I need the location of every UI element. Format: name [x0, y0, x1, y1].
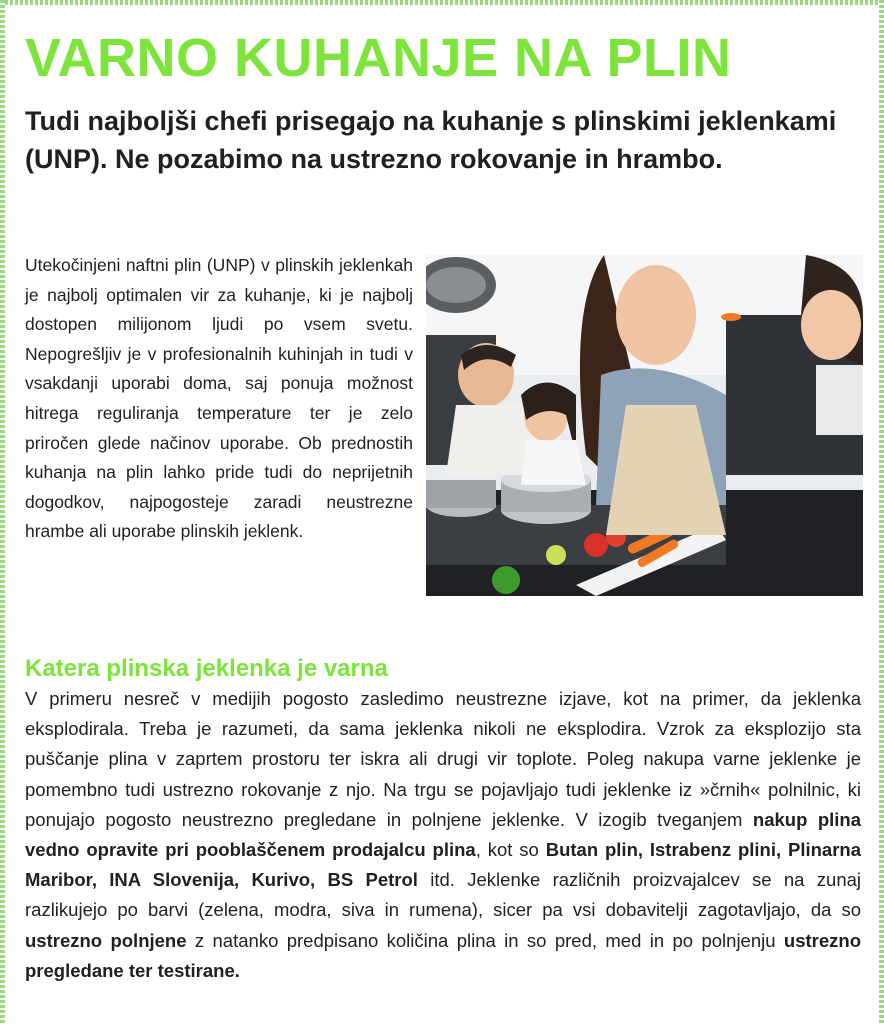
body-text-segment: itd. Jeklenke različnih proizvajalcev se na zunaj razlikujejo po barvi (zelena, modra, siva in rumena), sicer pa vsi dobavitelji zagotavljajo, da so	[25, 869, 862, 921]
body-text-segment: , kot so	[475, 839, 546, 861]
top-border	[0, 0, 884, 5]
body-bold-segment: ustrezno polnjene	[25, 929, 187, 951]
lead-paragraph: Tudi najboljši chefi prisegajo na kuhanje s plinskimi jeklenkami (UNP). Ne pozabimo na ustrezno rokovanje in hrambo.	[25, 106, 837, 174]
left-border	[0, 0, 5, 1024]
family-cooking-photo	[426, 255, 863, 596]
section-heading: Katera plinska jeklenka je varna	[25, 655, 388, 682]
section-body	[25, 684, 861, 986]
body-text-segment: V primeru nesreč v medijih pogosto zasledimo neustrezne izjave, kot na primer, da jeklenka eksplodirala. Treba je razumeti, da sama jeklenka nikoli ne eksplodira. Vzrok za eksplozijo sta puščanje plina v zaprtem prostoru ter iskra ali drugi vir toplote. Poleg nakupa varne jeklenke je pomembno tudi ustrezno rokovanje z njo. Na trgu se pojavljajo tudi jeklenke iz »črnih« polnilnic, ki ponujajo pogosto neustrezno pregledane in polnjene jeklenke. V izogib tveganjem	[25, 688, 861, 830]
body-text-segment: z natanko predpisano količina plina in so pred, med in po polnjenju	[186, 929, 784, 951]
right-border	[879, 0, 884, 1024]
body-bold-segment: ustrezno pregledane ter testirane.	[25, 929, 861, 981]
page-title: VARNO KUHANJE NA PLIN	[25, 28, 732, 88]
body-bold-segment: nakup plina vedno opravite pri pooblaščenem prodajalcu plina	[25, 808, 861, 861]
body-bold-segment: Butan plin, Istrabenz plini, Plinarna Maribor, INA Slovenija, Kurivo, BS Petrol	[25, 839, 862, 891]
intro-paragraph: Utekočinjeni naftni plin (UNP) v plinskih jeklenkah je najbolj optimalen vir za kuhanje, ki je najbolj dostopen milijonom ljudi po vsem svetu. Nepogrešljiv je v profesionalnih kuhinjah in tudi v vsakdanji uporabi doma, saj ponuja možnost hitrega reguliranja temperature ter je zelo priročen glede načinov uporabe. Ob prednostih kuhanja na plin lahko pride tudi do neprijetnih dogodkov, najpogosteje zaradi neustrezne hrambe ali uporabe plinskih jeklenk.	[25, 255, 413, 542]
